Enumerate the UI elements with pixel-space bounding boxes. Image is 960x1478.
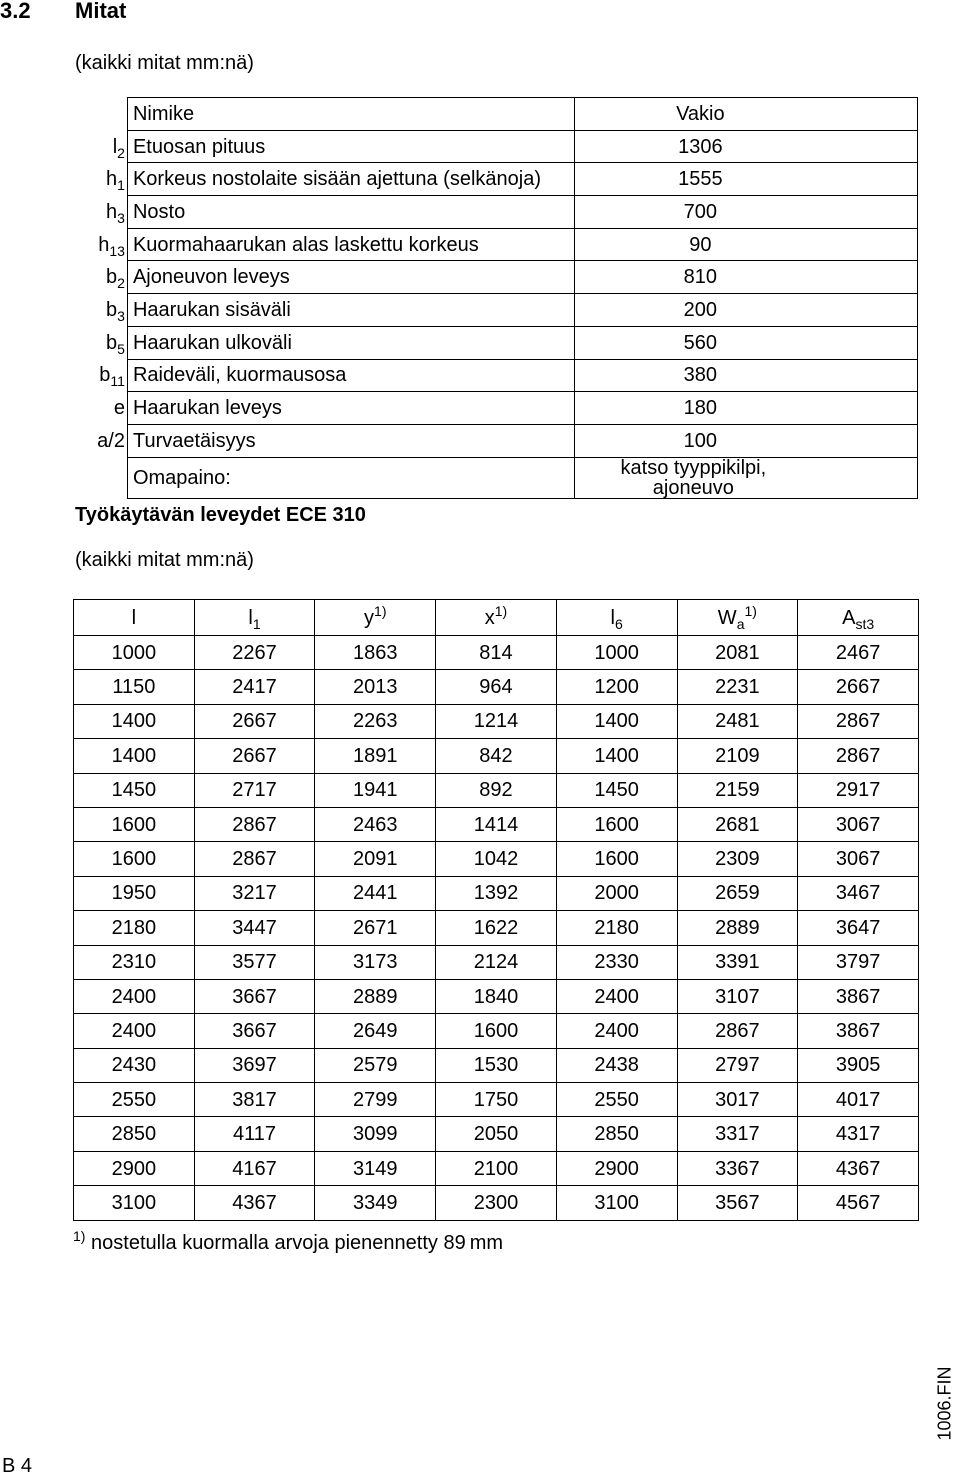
table-cell: 1750 xyxy=(436,1083,557,1117)
header-subscript: a xyxy=(736,615,745,632)
table-cell: 1150 xyxy=(74,670,195,704)
header-value-label: Vakio xyxy=(676,102,725,125)
table-cell: 2463 xyxy=(315,807,436,841)
value: 100 xyxy=(683,429,718,452)
table-cell: 2681 xyxy=(677,807,798,841)
table-row xyxy=(74,1014,919,1048)
footnote xyxy=(73,1228,504,1255)
table-cell: 2400 xyxy=(556,979,677,1013)
value-cell xyxy=(574,196,917,229)
table-row xyxy=(74,163,918,196)
table-cell: 2481 xyxy=(677,704,798,738)
symbol-subscript: 2 xyxy=(117,275,125,292)
symbol-subscript: 1 xyxy=(117,177,125,194)
table-row xyxy=(74,704,919,738)
table-cell: 4017 xyxy=(798,1083,919,1117)
name-cell: Ajoneuvon leveys xyxy=(127,261,574,294)
value-cell xyxy=(574,228,917,261)
table-cell: 2867 xyxy=(677,1014,798,1048)
table-cell: 2667 xyxy=(194,739,315,773)
name-cell: Haarukan sisäväli xyxy=(127,294,574,327)
value: 200 xyxy=(683,298,718,321)
footnote-text: nostetulla kuormalla arvoja pienennetty 89 mm xyxy=(91,1232,504,1254)
table-cell: 2000 xyxy=(556,876,677,910)
column-header xyxy=(194,600,315,636)
table-cell: 1950 xyxy=(74,876,195,910)
table-row xyxy=(74,670,919,704)
table-cell: 2400 xyxy=(74,979,195,1013)
table-cell: 2659 xyxy=(677,876,798,910)
name-cell: Korkeus nostolaite sisään ajettuna (selkänoja) xyxy=(127,163,574,196)
table-cell: 1600 xyxy=(556,807,677,841)
table-cell: 2109 xyxy=(677,739,798,773)
table-cell: 2309 xyxy=(677,842,798,876)
table-cell: 4117 xyxy=(194,1117,315,1151)
table-cell: 3100 xyxy=(74,1186,195,1220)
symbol-subscript: 2 xyxy=(117,144,125,161)
table-cell: 1214 xyxy=(436,704,557,738)
symbol: b xyxy=(106,266,118,289)
doc-code xyxy=(925,1350,960,1441)
table-row xyxy=(74,636,919,670)
table-cell: 3567 xyxy=(677,1186,798,1220)
value: 1306 xyxy=(678,135,723,158)
value-cell xyxy=(574,130,917,163)
symbol: l xyxy=(112,135,118,158)
table-cell: 1840 xyxy=(436,979,557,1013)
table-row xyxy=(74,876,919,910)
table-cell: 2467 xyxy=(798,636,919,670)
table-cell: 2400 xyxy=(74,1014,195,1048)
aisle-width-title: Työkäytävän leveydet ECE 310 xyxy=(75,504,366,526)
table-cell: 2867 xyxy=(798,739,919,773)
value-cell xyxy=(574,261,917,294)
table-cell: 3447 xyxy=(194,911,315,945)
symbol: e xyxy=(113,397,125,420)
table-cell: 1600 xyxy=(74,842,195,876)
page-number: B 4 xyxy=(2,1455,33,1477)
name-cell: Turvaetäisyys xyxy=(127,424,574,457)
table-cell: 3367 xyxy=(677,1151,798,1185)
table-cell: 2180 xyxy=(556,911,677,945)
table-cell: 1863 xyxy=(315,636,436,670)
table-cell: 1891 xyxy=(315,739,436,773)
symbol-cell xyxy=(74,261,127,294)
table-cell: 2263 xyxy=(315,704,436,738)
table-cell: 3173 xyxy=(315,945,436,979)
table-row xyxy=(74,359,918,392)
symbol-cell xyxy=(74,392,127,425)
table-cell: 2267 xyxy=(194,636,315,670)
table-cell: 3577 xyxy=(194,945,315,979)
value-cell xyxy=(574,359,917,392)
table-cell: 2867 xyxy=(798,704,919,738)
table-cell: 3067 xyxy=(798,842,919,876)
value: 810 xyxy=(683,266,718,289)
value-cell xyxy=(574,392,917,425)
aisle-width-table xyxy=(73,599,919,1221)
table-cell: 4567 xyxy=(798,1186,919,1220)
table-cell: 842 xyxy=(436,739,557,773)
table-cell: 1400 xyxy=(556,704,677,738)
table-cell: 3867 xyxy=(798,979,919,1013)
table-cell: 1200 xyxy=(556,670,677,704)
column-header xyxy=(556,600,677,636)
name-cell: Kuormahaarukan alas laskettu korkeus xyxy=(127,228,574,261)
table-cell: 2900 xyxy=(74,1151,195,1185)
table-cell: 2124 xyxy=(436,945,557,979)
table-cell: 1400 xyxy=(74,739,195,773)
table-cell: 964 xyxy=(436,670,557,704)
table-cell: 3667 xyxy=(194,979,315,1013)
table-cell: 3647 xyxy=(798,911,919,945)
value-cell xyxy=(574,326,917,359)
name-cell: Raideväli, kuormausosa xyxy=(127,359,574,392)
table-cell: 1000 xyxy=(556,636,677,670)
table-cell: 2867 xyxy=(194,842,315,876)
table-row xyxy=(74,261,918,294)
table-cell: 3867 xyxy=(798,1014,919,1048)
table-cell: 4317 xyxy=(798,1117,919,1151)
column-header xyxy=(74,600,195,636)
name-cell: Haarukan leveys xyxy=(127,392,574,425)
name-cell: Omapaino: xyxy=(127,457,574,498)
table-row xyxy=(74,392,918,425)
table-cell: 2671 xyxy=(315,911,436,945)
table-row xyxy=(74,1117,919,1151)
table-cell: 2081 xyxy=(677,636,798,670)
column-header xyxy=(798,600,919,636)
table-cell: 2850 xyxy=(556,1117,677,1151)
table-cell: 1450 xyxy=(556,773,677,807)
table-cell: 2550 xyxy=(74,1083,195,1117)
table-cell: 1400 xyxy=(74,704,195,738)
table-cell: 3905 xyxy=(798,1048,919,1082)
value-cell xyxy=(574,294,917,327)
table-cell: 3817 xyxy=(194,1083,315,1117)
table-cell: 3100 xyxy=(556,1186,677,1220)
table-row xyxy=(74,1048,919,1082)
table-cell: 1941 xyxy=(315,773,436,807)
table-cell: 1400 xyxy=(556,739,677,773)
table-cell: 3349 xyxy=(315,1186,436,1220)
section-number: 3.2 xyxy=(0,0,31,23)
value: 700 xyxy=(683,200,718,223)
value: 180 xyxy=(683,397,718,420)
table-cell: 1622 xyxy=(436,911,557,945)
symbol: b xyxy=(99,364,111,387)
table-cell: 3107 xyxy=(677,979,798,1013)
column-header xyxy=(436,600,557,636)
table-row xyxy=(74,911,919,945)
header-symbol: A xyxy=(842,606,856,629)
table-cell: 2400 xyxy=(556,1014,677,1048)
table-row xyxy=(74,228,918,261)
symbol-cell xyxy=(74,359,127,392)
table-cell: 4167 xyxy=(194,1151,315,1185)
table-cell: 2050 xyxy=(436,1117,557,1151)
table-cell: 2850 xyxy=(74,1117,195,1151)
symbol: h xyxy=(106,200,118,223)
footnote-mark: 1) xyxy=(73,1228,86,1244)
table-cell: 2330 xyxy=(556,945,677,979)
table-cell: 3099 xyxy=(315,1117,436,1151)
symbol-subscript: 11 xyxy=(110,373,125,390)
table-cell: 814 xyxy=(436,636,557,670)
table-cell: 1600 xyxy=(436,1014,557,1048)
table-cell: 2417 xyxy=(194,670,315,704)
symbol: b xyxy=(106,331,118,354)
symbol: h xyxy=(98,233,110,256)
table-cell: 892 xyxy=(436,773,557,807)
units-note: (kaikki mitat mm:nä) xyxy=(75,52,254,74)
table-cell: 1392 xyxy=(436,876,557,910)
table-cell: 1600 xyxy=(74,807,195,841)
table-row xyxy=(74,1151,919,1185)
header-superscript: 1) xyxy=(374,602,387,619)
name-cell: Etuosan pituus xyxy=(127,130,574,163)
table-row xyxy=(74,457,918,498)
table-cell: 2867 xyxy=(194,807,315,841)
doc-code-text: 1006.FIN xyxy=(934,1366,955,1441)
table-cell: 2717 xyxy=(194,773,315,807)
value: 560 xyxy=(683,331,718,354)
table-cell: 3149 xyxy=(315,1151,436,1185)
column-header xyxy=(677,600,798,636)
symbol: b xyxy=(106,298,118,321)
table-cell: 3317 xyxy=(677,1117,798,1151)
table-cell: 3067 xyxy=(798,807,919,841)
table-cell: 1450 xyxy=(74,773,195,807)
table-row xyxy=(74,294,918,327)
table-row xyxy=(74,196,918,229)
symbol-cell xyxy=(74,326,127,359)
table-cell: 3217 xyxy=(194,876,315,910)
table-cell: 2579 xyxy=(315,1048,436,1082)
dimensions-table xyxy=(74,97,918,499)
name-cell: Haarukan ulkoväli xyxy=(127,326,574,359)
section-title: Mitat xyxy=(75,0,127,23)
table-row xyxy=(74,326,918,359)
column-header xyxy=(315,600,436,636)
header-symbol: y xyxy=(364,606,375,629)
table-cell: 3667 xyxy=(194,1014,315,1048)
symbol-cell xyxy=(74,98,127,131)
header-symbol: l xyxy=(248,606,253,629)
units-note-2: (kaikki mitat mm:nä) xyxy=(75,549,254,571)
header-subscript: st3 xyxy=(855,615,875,632)
symbol-cell xyxy=(74,457,127,498)
symbol-subscript: 13 xyxy=(109,242,125,259)
table-cell: 2649 xyxy=(315,1014,436,1048)
header-superscript: 1) xyxy=(494,602,508,619)
value: 1555 xyxy=(678,168,723,191)
table-cell: 2889 xyxy=(315,979,436,1013)
table-row xyxy=(74,979,919,1013)
symbol-cell xyxy=(74,196,127,229)
table-row xyxy=(74,424,918,457)
value-cell xyxy=(574,424,917,457)
value: 90 xyxy=(689,233,712,256)
symbol-cell xyxy=(74,163,127,196)
table-cell: 3697 xyxy=(194,1048,315,1082)
symbol-cell xyxy=(74,424,127,457)
table-row xyxy=(74,842,919,876)
symbol-cell xyxy=(74,130,127,163)
header-name: Nimike xyxy=(127,98,574,131)
symbol: a/2 xyxy=(97,429,125,452)
symbol-cell xyxy=(74,228,127,261)
name-cell: Nosto xyxy=(127,196,574,229)
table-cell: 1042 xyxy=(436,842,557,876)
value-cell xyxy=(574,457,917,498)
header-symbol: x xyxy=(484,606,495,629)
table-row xyxy=(74,1083,919,1117)
value: 380 xyxy=(683,364,718,387)
table-cell: 3017 xyxy=(677,1083,798,1117)
table-row xyxy=(74,773,919,807)
table-cell: 4367 xyxy=(798,1151,919,1185)
table-cell: 2667 xyxy=(798,670,919,704)
table-cell: 2550 xyxy=(556,1083,677,1117)
table-cell: 2300 xyxy=(436,1186,557,1220)
header-row xyxy=(74,600,919,636)
table-cell: 2441 xyxy=(315,876,436,910)
table-cell: 3391 xyxy=(677,945,798,979)
table-cell: 2100 xyxy=(436,1151,557,1185)
header-subscript: 6 xyxy=(614,615,623,632)
table-cell: 1414 xyxy=(436,807,557,841)
header-symbol: l xyxy=(131,606,137,629)
value-cell xyxy=(574,163,917,196)
table-cell: 2900 xyxy=(556,1151,677,1185)
symbol-subscript: 3 xyxy=(117,209,125,226)
table-cell: 2159 xyxy=(677,773,798,807)
header-value xyxy=(574,98,917,131)
symbol: h xyxy=(106,168,118,191)
table-cell: 4367 xyxy=(194,1186,315,1220)
table-row xyxy=(74,945,919,979)
table-cell: 1530 xyxy=(436,1048,557,1082)
table-cell: 2917 xyxy=(798,773,919,807)
header-symbol: W xyxy=(717,606,737,629)
table-cell: 2180 xyxy=(74,911,195,945)
table-cell: 1000 xyxy=(74,636,195,670)
table-cell: 3797 xyxy=(798,945,919,979)
symbol-cell xyxy=(74,294,127,327)
header-subscript: 1 xyxy=(252,615,261,632)
table-cell: 2013 xyxy=(315,670,436,704)
symbol-subscript: 3 xyxy=(117,307,125,324)
table-cell: 2430 xyxy=(74,1048,195,1082)
table-row xyxy=(74,130,918,163)
table-cell: 2091 xyxy=(315,842,436,876)
table-row xyxy=(74,739,919,773)
table-row xyxy=(74,807,919,841)
table-cell: 2667 xyxy=(194,704,315,738)
symbol-subscript: 5 xyxy=(117,340,125,357)
table-cell: 2438 xyxy=(556,1048,677,1082)
table-cell: 2797 xyxy=(677,1048,798,1082)
table-cell: 2231 xyxy=(677,670,798,704)
header-symbol: l xyxy=(610,606,615,629)
header-superscript: 1) xyxy=(744,602,757,619)
table-cell: 2799 xyxy=(315,1083,436,1117)
value: katso tyyppikilpi, ajoneuvo xyxy=(620,456,767,499)
table-cell: 3467 xyxy=(798,876,919,910)
table-cell: 2889 xyxy=(677,911,798,945)
table-cell: 1600 xyxy=(556,842,677,876)
table-row xyxy=(74,1186,919,1220)
table-cell: 2310 xyxy=(74,945,195,979)
